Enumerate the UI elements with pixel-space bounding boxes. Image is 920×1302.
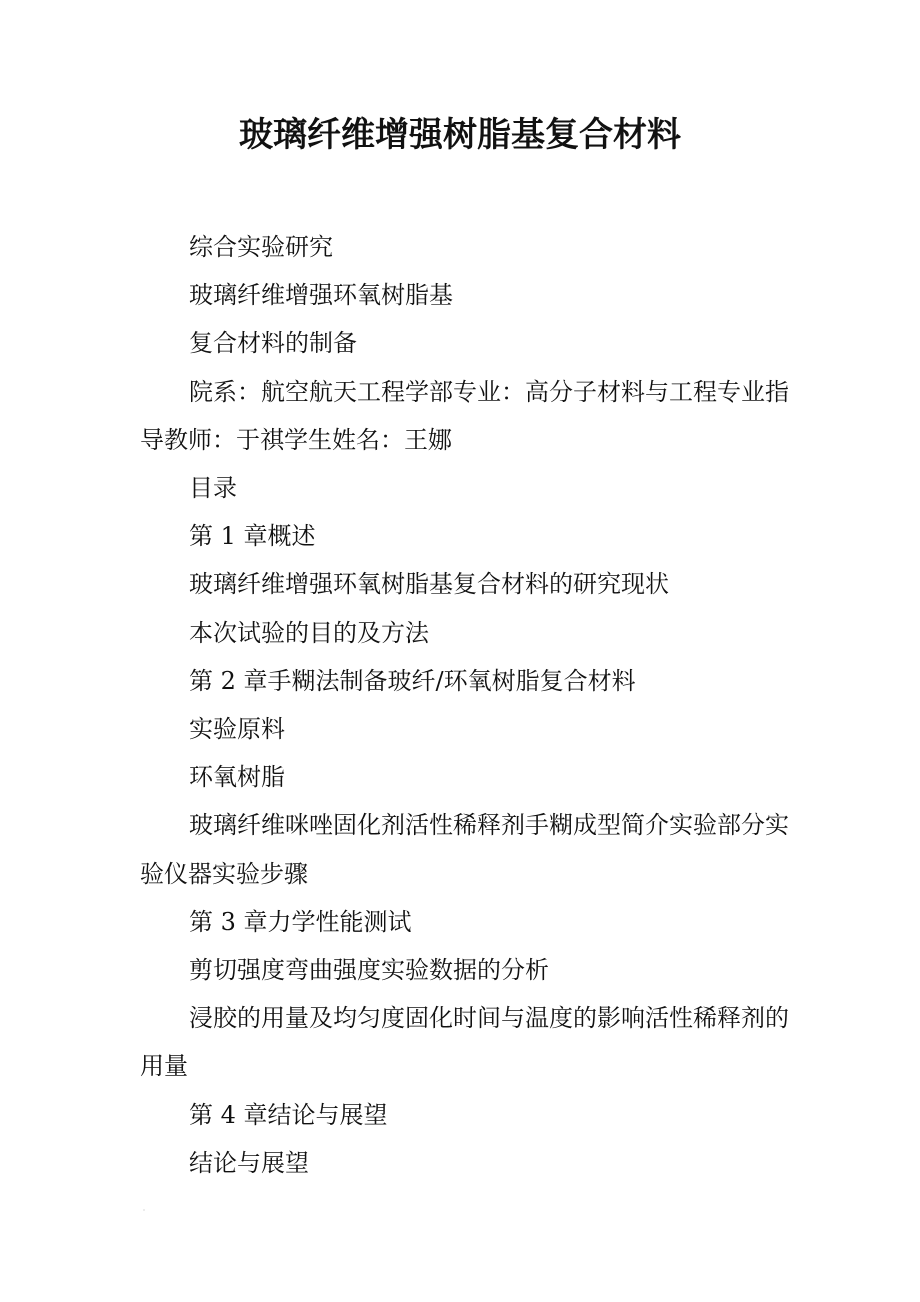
toc-item: 玻璃纤维咪唑固化剂活性稀释剂手糊成型简介实验部分实验仪器实验步骤 <box>140 811 789 888</box>
toc-item: 环氧树脂 <box>189 763 285 792</box>
toc-item: 第 1 章概述 <box>189 522 316 551</box>
toc-item: 结论与展望 <box>189 1148 309 1177</box>
toc-item: 本次试验的目的及方法 <box>189 618 429 647</box>
toc-item: 玻璃纤维增强环氧树脂基复合材料的研究现状 <box>189 570 669 599</box>
toc-item: 实验原料 <box>189 715 285 744</box>
paragraph-subtitle-1: 综合实验研究 <box>189 233 333 261</box>
toc-item: 剪切强度弯曲强度实验数据的分析 <box>189 956 549 985</box>
paragraph-subtitle-2: 玻璃纤维增强环氧树脂基 <box>189 281 453 310</box>
toc-item: 第 2 章手糊法制备玻纤/环氧树脂复合材料 <box>189 666 636 695</box>
toc-item: 第 3 章力学性能测试 <box>189 907 412 936</box>
document-body <box>140 223 790 1187</box>
paragraph-author-info: 院系：航空航天工程学部专业：高分子材料与工程专业指导教师：于祺学生姓名：王娜 <box>140 377 789 454</box>
document-title: 玻璃纤维增强树脂基复合材料 <box>239 115 681 155</box>
scan-speck <box>143 1209 145 1211</box>
toc-item: 浸胶的用量及均匀度固化时间与温度的影响活性稀释剂的用量 <box>140 1004 789 1081</box>
toc-heading: 目录 <box>189 474 237 503</box>
toc-item: 第 4 章结论与展望 <box>189 1100 388 1129</box>
paragraph-subtitle-3: 复合材料的制备 <box>189 329 357 358</box>
